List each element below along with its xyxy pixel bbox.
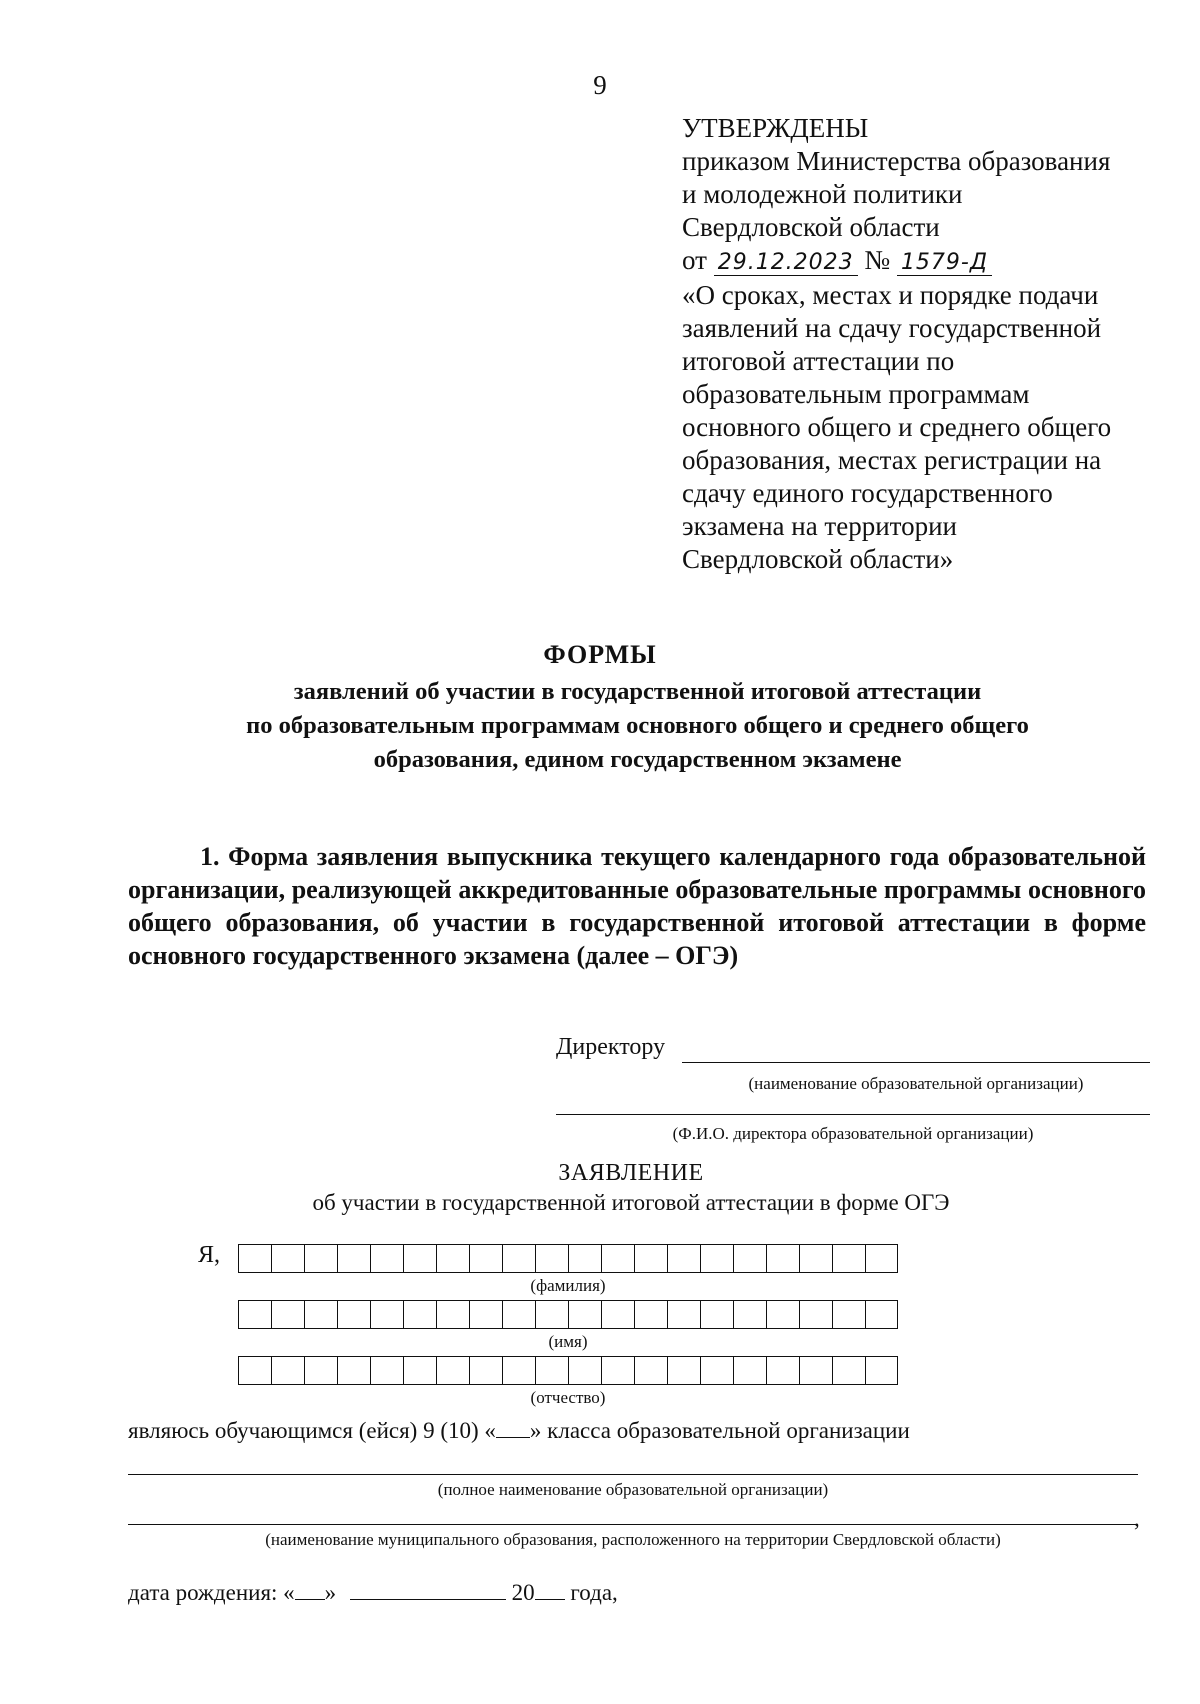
section-heading [128, 840, 1146, 972]
ya-label: Я, [198, 1242, 221, 1268]
letter-box[interactable] [832, 1356, 865, 1385]
surname-boxes[interactable] [238, 1244, 898, 1273]
approval-line: приказом Министерства образования [682, 146, 1111, 176]
order-title-line: основного общего и среднего общего [682, 412, 1112, 442]
letter-box[interactable] [469, 1356, 502, 1385]
letter-box[interactable] [568, 1356, 601, 1385]
letter-box[interactable] [667, 1356, 700, 1385]
letter-box[interactable] [700, 1300, 733, 1329]
letter-box[interactable] [799, 1244, 832, 1273]
letter-box[interactable] [799, 1356, 832, 1385]
patronymic-boxes[interactable] [238, 1356, 898, 1385]
full-org-line[interactable] [128, 1474, 1138, 1475]
birth-year-suffix: года, [564, 1580, 618, 1605]
approval-heading: УТВЕРЖДЕНЫ [682, 113, 869, 143]
letter-box[interactable] [766, 1300, 799, 1329]
letter-box[interactable] [667, 1300, 700, 1329]
approval-line: и молодежной политики [682, 179, 963, 209]
letter-box[interactable] [403, 1356, 436, 1385]
letter-box[interactable] [700, 1244, 733, 1273]
letter-box[interactable] [403, 1244, 436, 1273]
letter-box[interactable] [865, 1300, 898, 1329]
order-title-line: сдачу единого государственного [682, 478, 1053, 508]
letter-box[interactable] [733, 1300, 766, 1329]
order-title-line: итоговой аттестации по [682, 346, 955, 376]
birth-month-blank[interactable] [350, 1581, 506, 1600]
director-name-line [556, 1114, 1150, 1115]
letter-box[interactable] [832, 1300, 865, 1329]
page-number: 9 [593, 70, 607, 100]
letter-box[interactable] [799, 1300, 832, 1329]
forms-subtitle-line: образования, едином государственном экзамене [373, 746, 902, 773]
letter-box[interactable] [865, 1356, 898, 1385]
birth-close: » [324, 1580, 337, 1605]
letter-box[interactable] [832, 1244, 865, 1273]
letter-box[interactable] [370, 1244, 403, 1273]
student-line [128, 1418, 910, 1444]
order-title-line: Свердловской области» [682, 544, 954, 574]
letter-box[interactable] [370, 1356, 403, 1385]
order-title-line: экзамена на территории [682, 511, 958, 541]
letter-box[interactable] [271, 1244, 304, 1273]
class-blank[interactable] [496, 1419, 530, 1438]
letter-box[interactable] [403, 1300, 436, 1329]
letter-box[interactable] [271, 1356, 304, 1385]
letter-box[interactable] [535, 1300, 568, 1329]
statement-title: ЗАЯВЛЕНИЕ [558, 1160, 704, 1186]
letter-box[interactable] [271, 1300, 304, 1329]
date-prefix: от [682, 245, 707, 275]
org-name-caption: (наименование образовательной организации) [748, 1074, 1084, 1093]
letter-box[interactable] [601, 1356, 634, 1385]
approval-block [682, 112, 1182, 576]
letter-box[interactable] [469, 1244, 502, 1273]
letter-box[interactable] [766, 1244, 799, 1273]
letter-box[interactable] [634, 1300, 667, 1329]
letter-box[interactable] [568, 1300, 601, 1329]
letter-box[interactable] [667, 1244, 700, 1273]
letter-box[interactable] [601, 1244, 634, 1273]
letter-box[interactable] [370, 1300, 403, 1329]
letter-box[interactable] [337, 1300, 370, 1329]
letter-box[interactable] [634, 1356, 667, 1385]
letter-box[interactable] [634, 1244, 667, 1273]
letter-box[interactable] [601, 1300, 634, 1329]
letter-box[interactable] [238, 1244, 271, 1273]
name-boxes[interactable] [238, 1300, 898, 1329]
patronymic-caption: (отчество) [530, 1388, 606, 1407]
student-prefix: являюсь обучающимся (ейся) 9 (10) « [128, 1418, 496, 1443]
full-org-caption: (полное наименование образовательной организации) [437, 1480, 829, 1499]
letter-box[interactable] [568, 1244, 601, 1273]
letter-box[interactable] [535, 1244, 568, 1273]
birth-year-prefix: 20 [511, 1580, 535, 1605]
statement-subtitle: об участии в государственной итоговой аттестации в форме ОГЭ [312, 1190, 950, 1215]
letter-box[interactable] [436, 1300, 469, 1329]
handwritten-date: 29.12.2023 [714, 250, 858, 276]
surname-caption: (фамилия) [530, 1276, 606, 1295]
approval-line: Свердловской области [682, 212, 940, 242]
student-suffix: » класса образовательной организации [529, 1418, 910, 1443]
forms-subtitle-line: по образовательным программам основного общего и среднего общего [246, 712, 1029, 739]
director-name-caption: (Ф.И.О. директора образовательной организации) [672, 1124, 1034, 1143]
letter-box[interactable] [502, 1300, 535, 1329]
org-name-line [682, 1062, 1150, 1063]
letter-box[interactable] [304, 1244, 337, 1273]
approval-date-line [682, 244, 1182, 279]
letter-box[interactable] [304, 1356, 337, 1385]
letter-box[interactable] [502, 1356, 535, 1385]
municipality-line[interactable] [128, 1524, 1138, 1525]
letter-box[interactable] [733, 1356, 766, 1385]
letter-box[interactable] [337, 1244, 370, 1273]
birth-year-blank[interactable] [535, 1581, 565, 1600]
municipality-caption: (наименование муниципального образования, расположенного на территории Свердловской области) [265, 1530, 1001, 1549]
order-title-line: образовательным программам [682, 379, 1030, 409]
letter-box[interactable] [700, 1356, 733, 1385]
order-title-line: заявлений на сдачу государственной [682, 313, 1102, 343]
letter-box[interactable] [865, 1244, 898, 1273]
section-heading-text: 1. Форма заявления выпускника текущего календарного года образовательной организации, реализующей аккредитованные образовательные программы основного общего образования, об участии в государственной итоговой аттестации в форме основного государственного экзамена (далее – ОГЭ) [128, 842, 1146, 970]
letter-box[interactable] [469, 1300, 502, 1329]
birth-day-blank[interactable] [295, 1581, 325, 1600]
birth-date-line [128, 1580, 618, 1606]
forms-subtitle [120, 675, 1155, 777]
letter-box[interactable] [436, 1356, 469, 1385]
forms-title: ФОРМЫ [543, 640, 657, 669]
letter-box[interactable] [502, 1244, 535, 1273]
forms-subtitle-line: заявлений об участии в государственной итоговой аттестации [293, 678, 982, 705]
letter-box[interactable] [766, 1356, 799, 1385]
number-prefix: № [864, 245, 891, 275]
order-title-line: образования, местах регистрации на [682, 445, 1102, 475]
letter-box[interactable] [238, 1356, 271, 1385]
director-label: Директору [556, 1034, 666, 1060]
trailing-comma: , [1134, 1506, 1140, 1531]
handwritten-number: 1579-Д [897, 250, 992, 276]
letter-box[interactable] [304, 1300, 337, 1329]
birth-label: дата рождения: « [128, 1580, 295, 1605]
name-caption: (имя) [548, 1332, 588, 1351]
order-title-line: «О сроках, местах и порядке подачи [682, 280, 1099, 310]
letter-box[interactable] [733, 1244, 766, 1273]
letter-box[interactable] [238, 1300, 271, 1329]
letter-box[interactable] [535, 1356, 568, 1385]
letter-box[interactable] [436, 1244, 469, 1273]
letter-box[interactable] [337, 1356, 370, 1385]
